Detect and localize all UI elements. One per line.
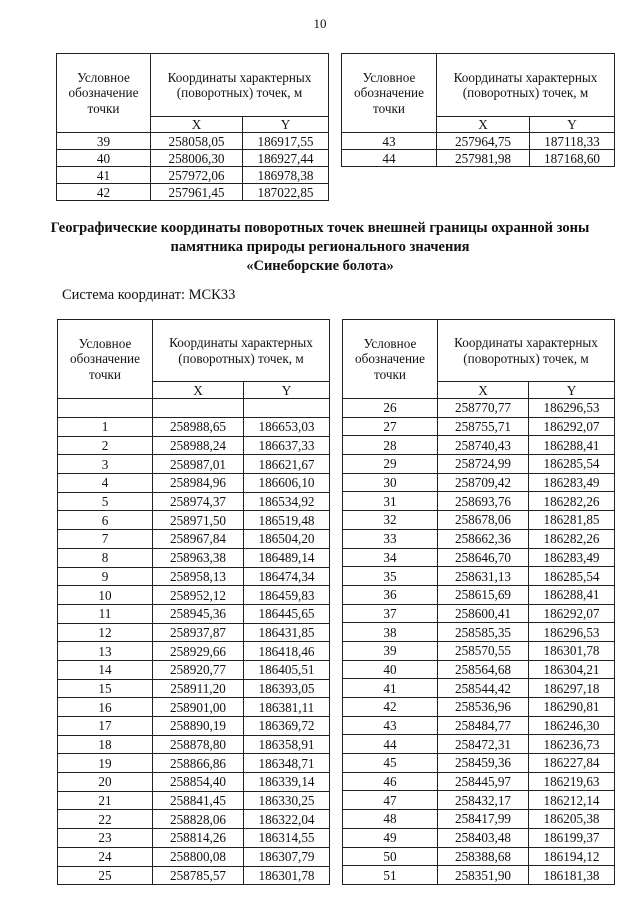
point-number-cell: 28	[343, 436, 438, 455]
y-coordinate-cell: 186288,41	[529, 585, 615, 604]
point-number-cell: 4	[58, 474, 153, 493]
x-coordinate-cell: 258988,65	[153, 418, 244, 437]
y-coordinate-cell: 186282,26	[529, 529, 615, 548]
x-coordinate-cell: 258615,69	[438, 585, 529, 604]
point-number-cell: 7	[58, 530, 153, 549]
point-number-cell: 13	[58, 642, 153, 661]
x-coordinate-cell: 257964,75	[437, 133, 530, 150]
point-number-cell: 23	[58, 829, 153, 848]
y-coordinate-cell: 187022,85	[243, 184, 329, 201]
y-coordinate-cell: 186322,04	[244, 810, 330, 829]
point-number-cell: 38	[343, 623, 438, 642]
table-row	[58, 642, 330, 661]
x-coordinate-cell: 258814,26	[153, 829, 244, 848]
point-number-cell: 36	[343, 585, 438, 604]
x-coordinate-cell: 258974,37	[153, 492, 244, 511]
coordinate-system: Система координат: МСК33	[62, 287, 236, 303]
point-number-cell: 44	[342, 150, 437, 167]
y-coordinate-cell: 186181,38	[529, 866, 615, 885]
x-coordinate-cell: 258987,01	[153, 455, 244, 474]
table-row	[58, 810, 330, 829]
y-coordinate-cell: 186304,21	[529, 660, 615, 679]
y-coordinate-cell: 187168,60	[530, 150, 615, 167]
point-number-cell: 41	[57, 167, 151, 184]
heading-line-2: памятника природы регионального значения	[170, 239, 470, 255]
table-row	[58, 530, 330, 549]
x-coordinate-cell: 258770,77	[438, 399, 529, 418]
point-number-cell: 12	[58, 623, 153, 642]
x-coordinate-cell: 258678,06	[438, 511, 529, 530]
x-coordinate-cell: 258724,99	[438, 455, 529, 474]
y-coordinate-cell: 186348,71	[244, 754, 330, 773]
table-row	[343, 698, 615, 717]
y-coordinate-cell: 186246,30	[529, 716, 615, 735]
point-number-cell: 32	[343, 511, 438, 530]
x-coordinate-cell: 258600,41	[438, 604, 529, 623]
point-number-cell: 15	[58, 679, 153, 698]
y-coordinate-cell: 186296,53	[529, 623, 615, 642]
y-coordinate-cell: 186194,12	[529, 847, 615, 866]
x-coordinate-cell: 258585,35	[438, 623, 529, 642]
point-number-cell: 39	[343, 641, 438, 660]
y-coordinate-cell: 186285,54	[529, 567, 615, 586]
table-row	[58, 829, 330, 848]
table-row	[343, 660, 615, 679]
x-coordinate-cell: 258785,57	[153, 866, 244, 885]
point-number-cell: 46	[343, 772, 438, 791]
point-number-cell: 14	[58, 660, 153, 679]
x-coordinate-cell: 258911,20	[153, 679, 244, 698]
header-x: X	[437, 117, 530, 133]
header-point-label: Условное обозначение точки	[58, 320, 153, 399]
x-coordinate-cell: 258536,96	[438, 698, 529, 717]
table-row	[343, 436, 615, 455]
y-coordinate-cell: 186489,14	[244, 548, 330, 567]
table-row	[57, 150, 329, 167]
x-coordinate-cell: 258854,40	[153, 773, 244, 792]
table-row	[58, 698, 330, 717]
table-row	[343, 679, 615, 698]
table-row	[58, 660, 330, 679]
y-coordinate-cell: 186292,07	[529, 417, 615, 436]
table-row	[343, 455, 615, 474]
point-number-cell: 1	[58, 418, 153, 437]
table-row	[343, 735, 615, 754]
table-row	[342, 150, 615, 167]
table-row	[343, 772, 615, 791]
table-row	[343, 399, 615, 418]
point-number-cell: 48	[343, 810, 438, 829]
table-row	[343, 866, 615, 885]
y-coordinate-cell: 186301,78	[244, 866, 330, 885]
y-coordinate-cell: 186227,84	[529, 754, 615, 773]
point-number-cell: 25	[58, 866, 153, 885]
y-coordinate-cell: 186445,65	[244, 604, 330, 623]
table-row	[58, 586, 330, 605]
y-coordinate-cell: 186219,63	[529, 772, 615, 791]
table-row	[343, 641, 615, 660]
y-coordinate-cell: 186431,85	[244, 623, 330, 642]
x-coordinate-cell: 258484,77	[438, 716, 529, 735]
table-row	[58, 455, 330, 474]
point-number-cell: 30	[343, 473, 438, 492]
y-coordinate-cell: 186534,92	[244, 492, 330, 511]
x-coordinate-cell: 258564,68	[438, 660, 529, 679]
x-coordinate-cell: 258693,76	[438, 492, 529, 511]
x-coordinate-cell: 258006,30	[151, 150, 243, 167]
table-row	[58, 567, 330, 586]
table-row	[343, 604, 615, 623]
x-coordinate-cell: 258662,36	[438, 529, 529, 548]
table-row	[58, 866, 330, 885]
y-coordinate-cell: 186288,41	[529, 436, 615, 455]
y-coordinate-cell: 186621,67	[244, 455, 330, 474]
point-number-cell: 34	[343, 548, 438, 567]
header-y: Y	[530, 117, 615, 133]
x-coordinate-cell: 257961,45	[151, 184, 243, 201]
y-coordinate-cell: 186418,46	[244, 642, 330, 661]
point-number-cell: 43	[342, 133, 437, 150]
x-coordinate-cell: 258945,36	[153, 604, 244, 623]
y-coordinate-cell: 186307,79	[244, 847, 330, 866]
y-coordinate-cell: 186297,18	[529, 679, 615, 698]
y-coordinate-cell: 186405,51	[244, 660, 330, 679]
point-number-cell: 29	[343, 455, 438, 474]
point-number-cell: 20	[58, 773, 153, 792]
x-coordinate-cell: 258459,36	[438, 754, 529, 773]
header-x: X	[153, 382, 244, 399]
y-coordinate-cell: 186369,72	[244, 717, 330, 736]
x-coordinate-cell: 258967,84	[153, 530, 244, 549]
point-number-cell: 51	[343, 866, 438, 885]
y-coordinate-cell: 186358,91	[244, 735, 330, 754]
x-coordinate-cell: 258058,05	[151, 133, 243, 150]
point-number-cell: 27	[343, 417, 438, 436]
point-number-cell: 37	[343, 604, 438, 623]
table-row	[58, 717, 330, 736]
x-coordinate-cell: 258963,38	[153, 548, 244, 567]
x-coordinate-cell: 258631,13	[438, 567, 529, 586]
point-number-cell: 8	[58, 548, 153, 567]
page-number: 10	[313, 16, 327, 31]
header-coordinates: Координаты характерных (поворотных) точек, м	[438, 320, 615, 382]
y-coordinate-cell: 186283,49	[529, 548, 615, 567]
table-row	[343, 828, 615, 847]
table-row	[58, 735, 330, 754]
table-row	[57, 133, 329, 150]
y-coordinate-cell: 186474,34	[244, 567, 330, 586]
heading-line-1: Географические координаты поворотных точек внешней границы охранной зоны	[50, 220, 590, 236]
table-row	[58, 679, 330, 698]
table-row	[58, 492, 330, 511]
y-coordinate-cell: 186285,54	[529, 455, 615, 474]
table-row	[58, 418, 330, 437]
table-row	[57, 184, 329, 201]
y-coordinate-cell: 186393,05	[244, 679, 330, 698]
point-number-cell: 16	[58, 698, 153, 717]
y-coordinate-cell: 186519,48	[244, 511, 330, 530]
table-row	[342, 133, 615, 150]
point-number-cell: 2	[58, 436, 153, 455]
y-coordinate-cell: 186606,10	[244, 474, 330, 493]
header-point-label: Условное обозначение точки	[57, 54, 151, 133]
x-coordinate-cell: 258971,50	[153, 511, 244, 530]
point-number-cell: 11	[58, 604, 153, 623]
point-number-cell: 5	[58, 492, 153, 511]
point-number-cell: 35	[343, 567, 438, 586]
coordinates-table-bottom-right	[342, 319, 615, 885]
table-row	[343, 417, 615, 436]
y-coordinate-cell: 186504,20	[244, 530, 330, 549]
header-coordinates: Координаты характерных (поворотных) точек, м	[153, 320, 330, 382]
x-coordinate-cell: 258646,70	[438, 548, 529, 567]
x-coordinate-cell: 258984,96	[153, 474, 244, 493]
x-coordinate-cell: 258740,43	[438, 436, 529, 455]
x-coordinate-cell: 258828,06	[153, 810, 244, 829]
x-coordinate-cell: 258866,86	[153, 754, 244, 773]
header-x: X	[151, 117, 243, 133]
point-number-cell: 3	[58, 455, 153, 474]
table-row	[343, 511, 615, 530]
y-coordinate-cell: 186927,44	[243, 150, 329, 167]
point-number-cell: 17	[58, 717, 153, 736]
table-row	[58, 604, 330, 623]
point-number-cell: 24	[58, 847, 153, 866]
y-coordinate-cell: 186290,81	[529, 698, 615, 717]
point-number-cell: 43	[343, 716, 438, 735]
x-coordinate-cell: 258988,24	[153, 436, 244, 455]
x-coordinate-cell: 258800,08	[153, 847, 244, 866]
x-coordinate-cell: 258841,45	[153, 791, 244, 810]
header-point-label: Условное обозначение точки	[342, 54, 437, 133]
x-coordinate-cell: 258388,68	[438, 847, 529, 866]
x-coordinate-cell: 257972,06	[151, 167, 243, 184]
table-row	[343, 716, 615, 735]
header-y: Y	[529, 382, 615, 399]
table-row	[58, 791, 330, 810]
table-row	[343, 492, 615, 511]
x-coordinate-cell: 258878,80	[153, 735, 244, 754]
point-number-cell: 40	[57, 150, 151, 167]
x-coordinate-cell: 257981,98	[437, 150, 530, 167]
table-row	[58, 474, 330, 493]
y-coordinate-cell: 186296,53	[529, 399, 615, 418]
point-number-cell: 47	[343, 791, 438, 810]
point-number-cell: 41	[343, 679, 438, 698]
point-number-cell: 18	[58, 735, 153, 754]
x-coordinate-cell: 258417,99	[438, 810, 529, 829]
y-coordinate-cell: 186281,85	[529, 511, 615, 530]
point-number-cell: 9	[58, 567, 153, 586]
x-coordinate-cell: 258570,55	[438, 641, 529, 660]
heading-line-3: «Синеборские болота»	[246, 258, 394, 274]
y-coordinate-cell: 186205,38	[529, 810, 615, 829]
table-row	[58, 847, 330, 866]
table-row	[343, 529, 615, 548]
coordinates-table-bottom-left	[57, 319, 330, 885]
point-number-cell: 42	[343, 698, 438, 717]
header-coordinates: Координаты характерных (поворотных) точек, м	[437, 54, 615, 117]
y-coordinate-cell: 186212,14	[529, 791, 615, 810]
point-number-cell: 49	[343, 828, 438, 847]
header-y: Y	[243, 117, 329, 133]
y-coordinate-cell: 186314,55	[244, 829, 330, 848]
y-coordinate-cell: 186381,11	[244, 698, 330, 717]
table-row	[343, 585, 615, 604]
table-row	[58, 548, 330, 567]
y-coordinate-cell: 186301,78	[529, 641, 615, 660]
table-row	[343, 754, 615, 773]
coordinates-table-top-left	[56, 53, 329, 201]
y-coordinate-cell: 186653,03	[244, 418, 330, 437]
point-number-cell: 44	[343, 735, 438, 754]
point-number-cell: 21	[58, 791, 153, 810]
table-row	[58, 511, 330, 530]
point-number-cell: 40	[343, 660, 438, 679]
point-number-cell: 50	[343, 847, 438, 866]
point-number-cell: 22	[58, 810, 153, 829]
y-coordinate-cell: 187118,33	[530, 133, 615, 150]
header-point-label: Условное обозначение точки	[343, 320, 438, 399]
table-row	[343, 791, 615, 810]
y-coordinate-cell: 186339,14	[244, 773, 330, 792]
table-row	[57, 167, 329, 184]
table-row	[58, 623, 330, 642]
x-coordinate-cell: 258958,13	[153, 567, 244, 586]
x-coordinate-cell: 258755,71	[438, 417, 529, 436]
x-coordinate-cell: 258920,77	[153, 660, 244, 679]
header-x: X	[438, 382, 529, 399]
y-coordinate-cell: 186459,83	[244, 586, 330, 605]
point-number-cell: 10	[58, 586, 153, 605]
table-row	[58, 754, 330, 773]
x-coordinate-cell: 258709,42	[438, 473, 529, 492]
table-row	[343, 473, 615, 492]
y-coordinate-cell: 186330,25	[244, 791, 330, 810]
point-number-cell: 33	[343, 529, 438, 548]
point-number-cell: 26	[343, 399, 438, 418]
point-number-cell: 42	[57, 184, 151, 201]
x-coordinate-cell: 258403,48	[438, 828, 529, 847]
table-row	[58, 773, 330, 792]
y-coordinate-cell: 186236,73	[529, 735, 615, 754]
table-row	[343, 847, 615, 866]
x-coordinate-cell: 258929,66	[153, 642, 244, 661]
point-number-cell: 6	[58, 511, 153, 530]
table-row	[343, 623, 615, 642]
x-coordinate-cell: 258901,00	[153, 698, 244, 717]
x-coordinate-cell: 258937,87	[153, 623, 244, 642]
y-coordinate-cell: 186978,38	[243, 167, 329, 184]
point-number-cell: 31	[343, 492, 438, 511]
y-coordinate-cell: 186917,55	[243, 133, 329, 150]
table-row	[58, 436, 330, 455]
section-heading	[40, 219, 600, 276]
x-coordinate-cell: 258544,42	[438, 679, 529, 698]
x-coordinate-cell: 258472,31	[438, 735, 529, 754]
point-number-cell: 19	[58, 754, 153, 773]
y-coordinate-cell: 186283,49	[529, 473, 615, 492]
header-y: Y	[244, 382, 330, 399]
table-row	[343, 810, 615, 829]
y-coordinate-cell: 186282,26	[529, 492, 615, 511]
header-coordinates: Координаты характерных (поворотных) точек, м	[151, 54, 329, 117]
y-coordinate-cell: 186637,33	[244, 436, 330, 455]
y-coordinate-cell: 186199,37	[529, 828, 615, 847]
table-row-empty	[58, 399, 330, 418]
y-coordinate-cell: 186292,07	[529, 604, 615, 623]
point-number-cell: 45	[343, 754, 438, 773]
x-coordinate-cell: 258432,17	[438, 791, 529, 810]
table-row	[343, 548, 615, 567]
x-coordinate-cell: 258890,19	[153, 717, 244, 736]
coordinates-table-top-right	[341, 53, 615, 167]
point-number-cell: 39	[57, 133, 151, 150]
x-coordinate-cell: 258952,12	[153, 586, 244, 605]
table-row	[343, 567, 615, 586]
x-coordinate-cell: 258351,90	[438, 866, 529, 885]
x-coordinate-cell: 258445,97	[438, 772, 529, 791]
